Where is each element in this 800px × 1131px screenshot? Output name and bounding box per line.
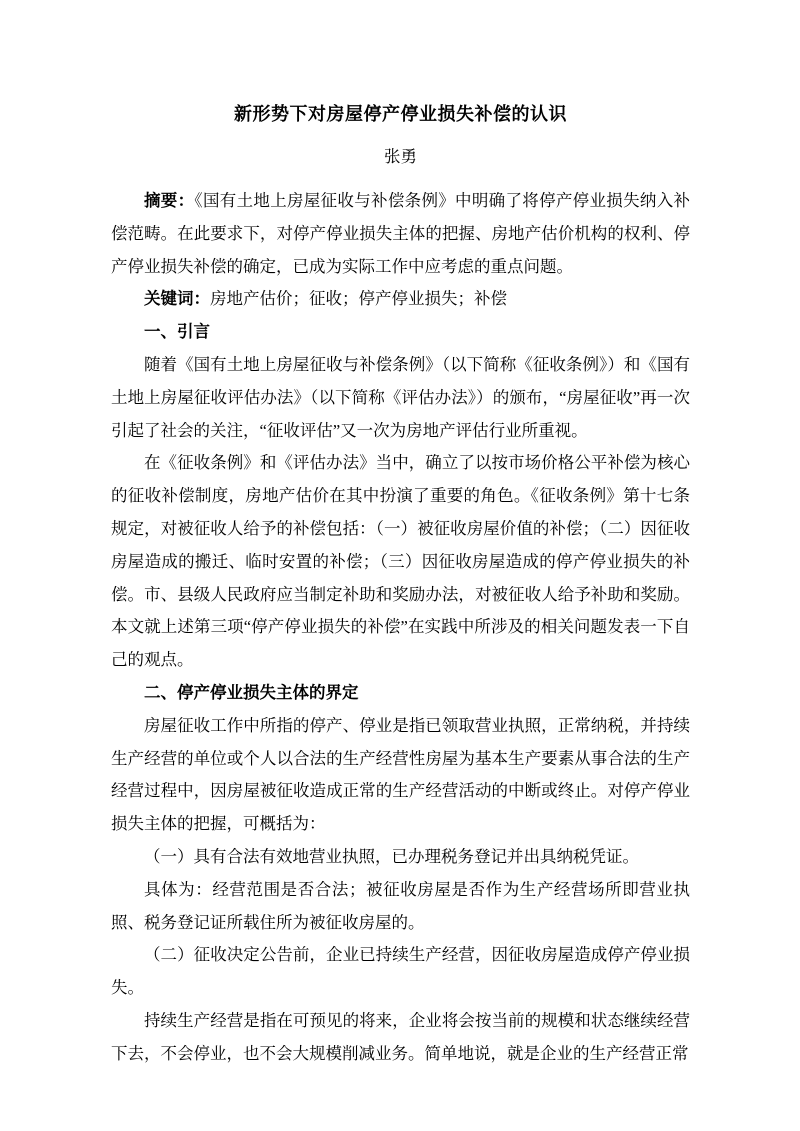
document-body xyxy=(111,185,690,1071)
keywords-paragraph xyxy=(111,283,690,316)
paragraph: 持续生产经营是指在可预见的将来，企业将会按当前的规模和状态继续经营下去，不会停业，也不会大规模削减业务。简单地说，就是企业的生产经营正常 xyxy=(111,1010,690,1063)
page-title: 新形势下对房屋停产停业损失补偿的认识 xyxy=(234,104,567,124)
keywords-label: 关键词： xyxy=(144,289,210,309)
author-name: 张勇 xyxy=(384,147,417,166)
paragraph: （二）征收决定公告前，企业已持续生产经营，因征收房屋造成停产停业损失。 xyxy=(111,945,690,998)
abstract-text: 《国有土地上房屋征收与补偿条例》中明确了将停产停业损失纳入补偿范畴。在此要求下，对停产停业损失主体的把握、房地产估价机构的权利、停产停业损失补偿的确定，已成为实际工作中应考虑的重点问题。 xyxy=(111,191,691,276)
paragraph: 房屋征收工作中所指的停产、停业是指已领取营业执照，正常纳税，并持续生产经营的单位或个人以合法的生产经营性房屋为基本生产要素从事合法的生产经营过程中，因房屋被征收造成正常的生产经营活动的中断或终止。对停产停业损失主体的把握，可概括为： xyxy=(111,715,690,834)
section-heading-2: 二、停产停业损失主体的界定 xyxy=(144,682,359,702)
section-heading-1: 一、引言 xyxy=(144,322,210,342)
abstract-label: 摘要： xyxy=(144,191,195,210)
keywords-text: 房地产估价；征收；停产停业损失；补偿 xyxy=(210,289,507,309)
paragraph: 随着《国有土地上房屋征收与补偿条例》（以下简称《征收条例》）和《国有土地上房屋征收评估办法》（以下简称《评估办法》）的颁布，“房屋征收”再一次引起了社会的关注，“征收评估”又一次为房地产评估行业所重视。 xyxy=(111,354,690,440)
document-page xyxy=(111,0,690,1071)
abstract-paragraph xyxy=(111,185,690,283)
paragraph: 在《征收条例》和《评估办法》当中，确立了以按市场价格公平补偿为核心的征收补偿制度，房地产估价在其中扮演了重要的角色。《征收条例》第十七条规定，对被征收人给予的补偿包括：（一）被征收房屋价值的补偿；（二）因征收房屋造成的搬迁、临时安置的补偿；（三）因征收房屋造成的停产停业损失的补偿。市、县级人民政府应当制定补助和奖励办法，对被征收人给予补助和奖励。本文就上述第三项“停产停业损失的补偿”在实践中所涉及的相关问题发表一下自己的观点。 xyxy=(111,453,690,670)
paragraph: 具体为：经营范围是否合法；被征收房屋是否作为生产经营场所即营业执照、税务登记证所载住所为被征收房屋的。 xyxy=(111,879,690,932)
paragraph: （一）具有合法有效地营业执照，已办理税务登记并出具纳税凭证。 xyxy=(144,846,639,866)
